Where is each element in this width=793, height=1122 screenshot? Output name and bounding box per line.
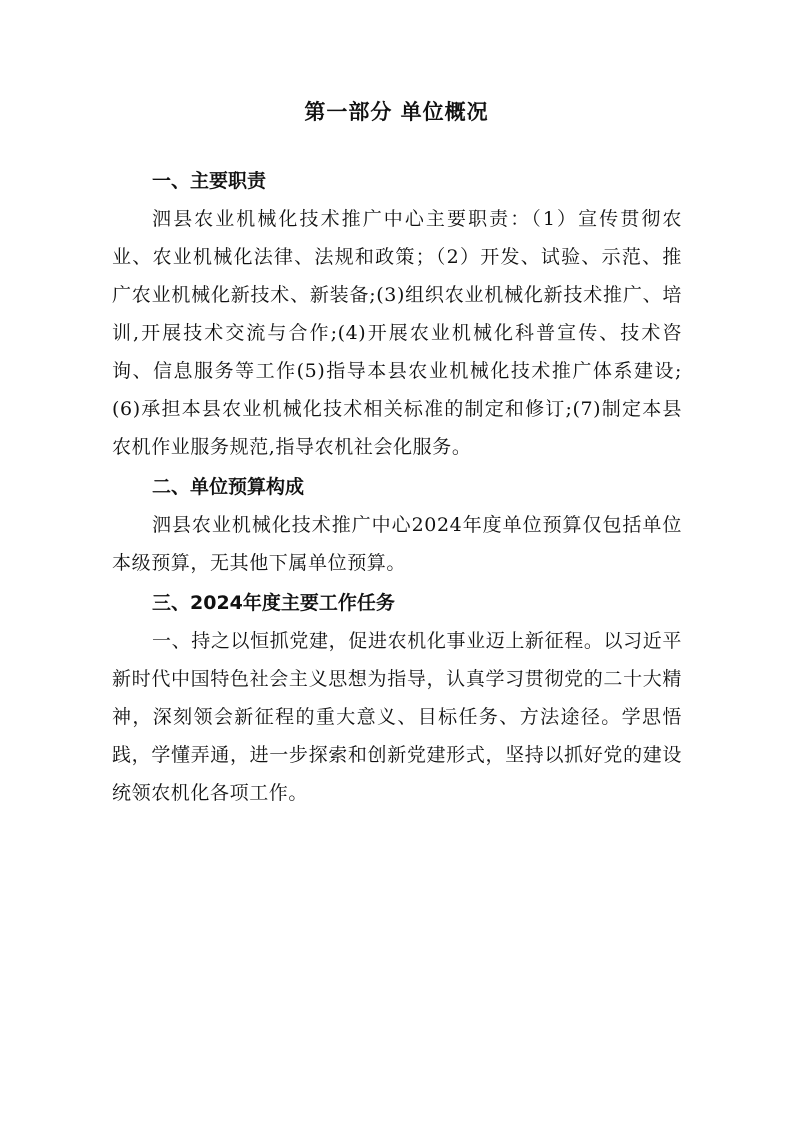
section-paragraph: 一、持之以恒抓党建，促进农机化事业迈上新征程。以习近平新时代中国特色社会主义思想为指导，认真学习贯彻党的二十大精神，深刻领会新征程的重大意义、目标任务、方法途径。学思悟践，学懂弄通，进一步探索和创新党建形式，坚持以抓好党的建设统领农机化各项工作。 — [112, 630, 682, 804]
section-budget-composition — [112, 468, 682, 582]
section-work-tasks — [112, 584, 682, 812]
section-main-duties — [112, 162, 682, 466]
section-paragraph: 泗县农业机械化技术推广中心主要职责：（1）宣传贯彻农业、农业机械化法律、法规和政策；（2）开发、试验、示范、推广农业机械化新技术、新装备;(3)组织农业机械化新技术推广、培训,开展技术交流与合作;(4)开展农业机械化科普宣传、技术咨询、信息服务等工作(5)指导本县农业机械化技术推广体系建设;(6)承担本县农业机械化技术相关标准的制定和修订;(7)制定本县农机作业服务规范,指导农机社会化服务。 — [112, 208, 682, 458]
section-heading: 二、单位预算构成 — [152, 476, 305, 498]
section-paragraph: 泗县农业机械化技术推广中心2024年度单位预算仅包括单位本级预算，无其他下属单位预算。 — [112, 514, 682, 574]
section-heading: 一、主要职责 — [152, 170, 267, 192]
document-body — [112, 162, 682, 812]
section-heading: 三、2024年度主要工作任务 — [152, 592, 395, 614]
page-title: 第一部分 单位概况 — [304, 100, 489, 124]
